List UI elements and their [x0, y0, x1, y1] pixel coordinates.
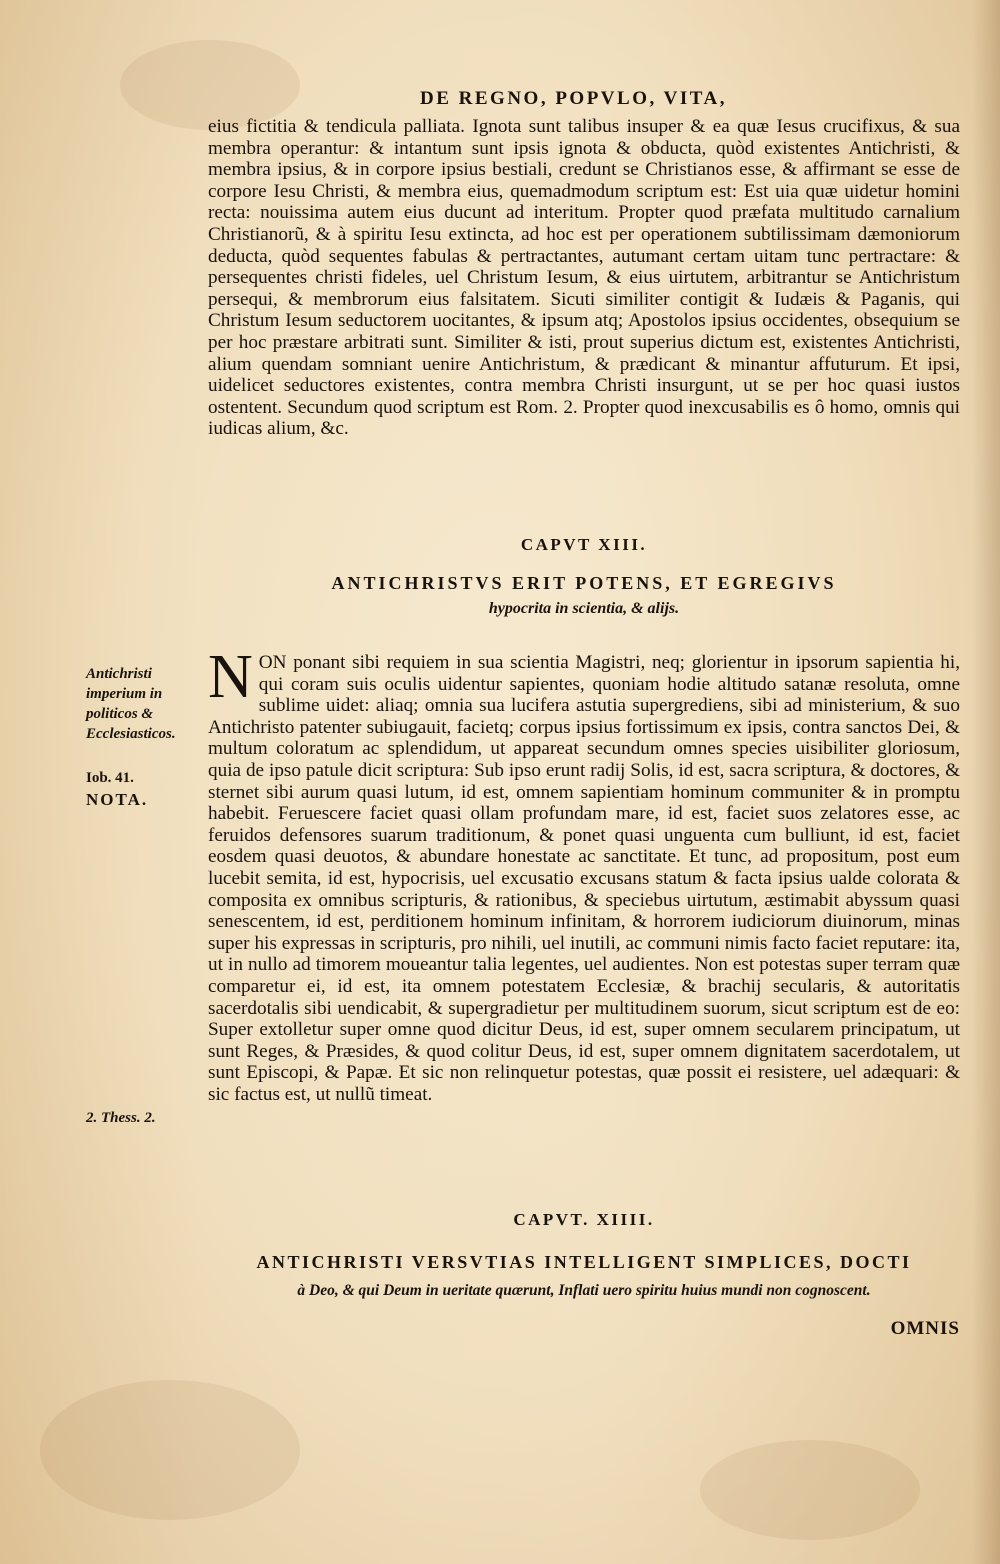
chapter-13-paragraph: ON ponant sibi requiem in sua scientia Magistri, neq; glorientur in ipsorum sapientia hi, qui coram suis oculis uidentur sapientes, quoniam hodie altitudo satanæ resoluta, omne sublime uidet: aliaq; omnia sua lucifera astutia supergrediens, sibi ad ministerium, & suo Antichristo patenter subiugauit, facietq; corpus ipsius fortissimum ex ipsis, contra sanctos Dei, & multum coloratum ac splendidum, ut appareat secundum omnes species uisibiliter gloriosum, quia de ipso patule dicit scriptura: Sub ipso erunt radij Solis, id est, sacra scriptura, & doctores, & sternet sibi aurum quasi lutum, id est, omnem sapientiam hominum communiter & in promptu habebit. Feruescere faciet quasi ollam profundam mare, id est, faciet suos zelatores esse, ac feruidos defensores suarum traditionum, & ponet quasi unguenta cum bulliunt, id est, faciet eosdem quasi deuotos, & abundare honestate ac sanctitate. Et tunc, ad propositum, post eum lucebit semita, id est, hypocrisis, uel excusatio excusans statum & facta ipsius ualde colorata & composita ex omnibus scripturis, & rationibus, & speciebus uirtutum, æstimabit abyssum quasi senescentem, id est, perditionem hominum infinitam, & horrorem iudiciorum diuinorum, minas super his expressas in scripturis, pro nihili, uel inutili, ac communi nimis facto faciet reputare: ita, ut in nullo ad timorem moueantur talia legentes, uel audientes. Non est potestas super terram quæ comparetur ei, id est, ita omnem potestatem Ecclesiæ, & brachij secularis, & autoritatis sacerdotalis sibi uendicabit, & supergradietur per multitudinem suorum, sicut scriptum est de eo: Super extolletur super omne quod dicitur Deus, id est, super omnem secularem principatum, ut sunt Reges, & Præsides, & quod colitur Deus, id est, super omnem dignitatem sacerdotalem, ut sunt Episcopi, & Papæ. Et sic non relinquetur potestas, quæ possit ei resistere, uel adæquari: & sic factus est, ut nullũ timeat.	[208, 652, 960, 1105]
chapter-13-heading: CAPVT XIII.	[520, 535, 648, 554]
paragraph-text: eius fictitia & tendicula palliata. Ignota sunt talibus insuper & ea quæ Iesus crucifixus, & sua membra operantur: & intantum sunt ipsis ignota & obducta, quòd existentes Antichristi, & membra ipsius, & in corpore ipsius bestiali, credunt se Christianos esse, & affirmant se esse de corpore Iesu Christi, & membra eius, quemadmodum scriptum est: Est uia quæ uidetur homini recta: nouissima autem eius ducunt ad interitum. Propter quod præfata multitudo carnalium Christianorũ, & à spiritu Iesu extincta, ad hoc est per operationem subtilissimam dæmoniorum deducta, quòd sequentes fabulas & pertractantes, autumant certam uitam tunc pertractare: & persequentes christi fideles, uel Christum Iesum, & eius uirtutem, arbitrantur se Antichristum persequi, & membrorum eius falsitatem. Sicuti similiter contigit & Iudæis & Paganis, qui Christum Iesum seductorem uocitantes, & ipsum atq; Apostolos ipsius occidentes, obsequium se per hoc præstare arbitrati sunt. Similiter & isti, prout superius dictum est, existentes Antichristi, alium quendam somniant uenire Antichristum, & prædicant & minantur affuturum. Et ipsi, uidelicet seductores existentes, contra membra Christi insurgunt, ut se per hoc quasi iustos ostentent. Secundum quod scriptum est Rom. 2. Propter quod inexcusabilis es ô homo, omnis qui iudicas alium, &c.	[208, 116, 960, 440]
margin-note-antichristi-imperium: Antichristi imperium in politicos & Ecclesiasticos.	[86, 666, 176, 742]
margin-note-nota: NOTA.	[86, 790, 149, 809]
chapter-14-heading: CAPVT. XIIII.	[513, 1210, 655, 1229]
chapter-13-body	[208, 643, 960, 1105]
catchword: OMNIS	[890, 1318, 960, 1339]
drop-cap: N	[208, 643, 253, 711]
running-head: DE REGNO, POPVLO, VITA,	[420, 88, 727, 109]
chapter-13-subtitle: hypocrita in scientia, & alijs.	[488, 600, 680, 617]
chapter-13-title: ANTICHRISTVS ERIT POTENS, ET EGREGIVS	[331, 573, 837, 593]
page-edge-shadow	[972, 0, 1000, 1564]
paper-stain	[40, 1380, 300, 1520]
margin-note-iob: Iob. 41.	[86, 770, 134, 786]
margin-note-thess: 2. Thess. 2.	[86, 1110, 156, 1126]
paragraph-continuation	[208, 116, 960, 440]
paper-stain	[700, 1440, 920, 1540]
chapter-14-subtitle: à Deo, & qui Deum in ueritate quærunt, Inflati uero spiritu huius mundi non cognoscent.	[297, 1282, 871, 1299]
chapter-14-title: ANTICHRISTI VERSVTIAS INTELLIGENT SIMPLICES, DOCTI	[256, 1252, 912, 1272]
